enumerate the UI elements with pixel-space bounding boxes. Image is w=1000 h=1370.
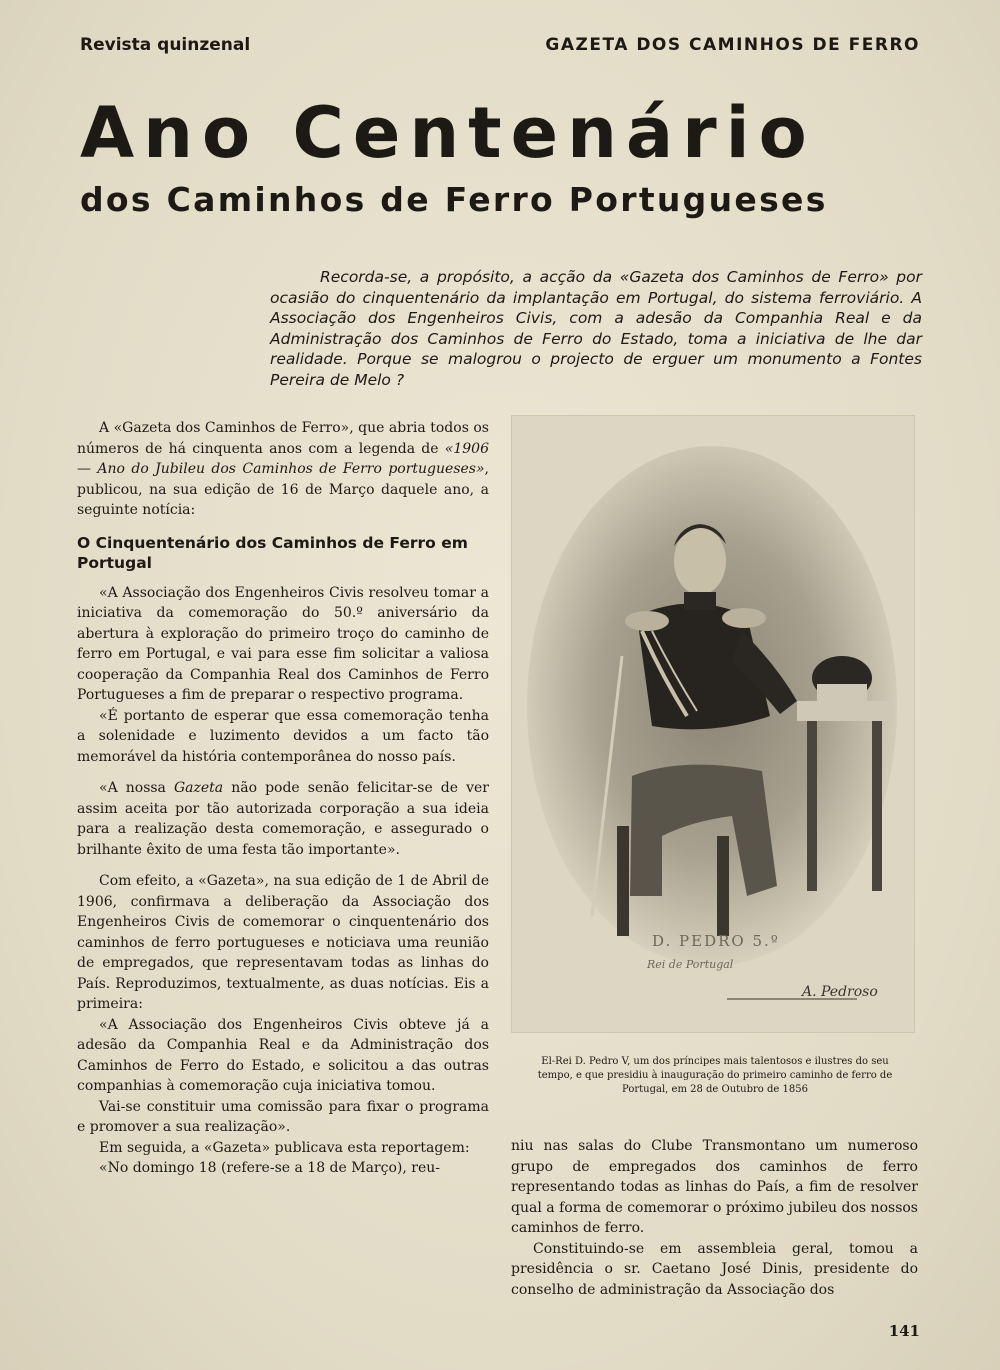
paragraph-6: Vai-se constituir uma comissão para fixar o programa e promover a sua realização». xyxy=(77,1098,489,1135)
paragraph-7: Em seguida, a «Gazeta» publicava esta reportagem: xyxy=(99,1139,470,1156)
p3-text-a: «A nossa xyxy=(99,780,174,796)
section-heading: O Cinquentenário dos Caminhos de Ferro em Portugal xyxy=(77,533,468,572)
running-header-right: GAZETA DOS CAMINHOS DE FERRO xyxy=(545,35,920,55)
portrait-photo xyxy=(511,415,915,1033)
inscription-name: D. PEDRO 5.º xyxy=(652,932,780,950)
running-header-left: Revista quinzenal xyxy=(80,35,251,55)
paragraph-3 xyxy=(77,778,489,860)
p3-gazeta-italic: Gazeta xyxy=(173,780,224,796)
paragraph-8: «No domingo 18 (refere-se a 18 de Março), reu- xyxy=(99,1160,440,1176)
right-column xyxy=(511,1136,918,1300)
intro-text-b: , publicou, na sua edição de 16 de Março daquele ano, a seguinte notícia: xyxy=(77,461,489,518)
paragraph-2: «É portanto de esperar que essa comemoração tenha a solenidade e luzimento devidos a um facto tão memorável da história contemporânea do nosso país. xyxy=(77,707,489,765)
artist-signature: A. Pedroso xyxy=(802,984,878,1000)
inscription-title: Rei de Portugal xyxy=(647,958,734,971)
right-paragraph-1: niu nas salas do Clube Transmontano um numeroso grupo de empregados dos caminhos de ferro representando todas as linhas do País, a fim de resolver qual a forma de comemorar o próximo jubileu dos nossos caminhos de ferro. xyxy=(511,1138,918,1236)
intro-paragraph xyxy=(77,418,489,521)
paragraph-1: «A Associação dos Engenheiros Civis resolveu tomar a iniciativa da comemoração do 50.º aniversário da abertura à exploração do primeiro troço do caminho de ferro em Portugal, e vai para esse fim solicitar a valiosa cooperação da Companhia Real dos Caminhos de Ferro Portugueses a fim de preparar o respectivo programa. xyxy=(77,584,489,703)
paragraph-5: «A Associação dos Engenheiros Civis obteve já a adesão da Companhia Real e da Administração dos Caminhos de Ferro do Estado, e solicitou a das outras companhias à comemoração cuja iniciativa tomou. xyxy=(77,1016,489,1094)
photo-caption: El-Rei D. Pedro V, um dos príncipes mais talentosos e ilustres do seu tempo, e que presidiu à inauguração do primeiro caminho de ferro de Portugal, em 28 de Outubro de 1856 xyxy=(537,1056,893,1096)
intro-text-a: A «Gazeta dos Caminhos de Ferro», que abria todos os números de há cinquenta anos com a legenda de xyxy=(77,420,489,457)
article-title: Ano Centenário xyxy=(80,92,816,174)
right-paragraph-2: Constituindo-se em assembleia geral, tomou a presidência o sr. Caetano José Dinis, presidente do conselho de administração da Associação dos xyxy=(511,1240,918,1298)
article-standfirst: Recorda-se, a propósito, a acção da «Gazeta dos Caminhos de Ferro» por ocasião do cinquentenário da implantação em Portugal, do sistema ferroviário. A Associação dos Engenheiros Civis, com a adesão da Companhia Real e da Administração dos Caminhos de Ferro do Estado, toma a iniciativa de lhe dar realidade. Porque se malogrou o projecto de erguer um monumento a Fontes Pereira de Melo ? xyxy=(270,268,922,389)
portrait-illustration xyxy=(512,416,914,1032)
article-subtitle: dos Caminhos de Ferro Portugueses xyxy=(80,180,828,219)
intro-legend-italic: «1906 — Ano do Jubileu dos Caminhos de Ferro portugueses» xyxy=(77,440,489,477)
p3-text-b: não pode senão felicitar-se de ver assim aceita por tão autorizada corporação a sua ideia para a realização desta comemoração, e assegurado o brilhante êxito de uma festa tão importante». xyxy=(77,780,489,858)
left-column xyxy=(77,418,489,1179)
paragraph-4: Com efeito, a «Gazeta», na sua edição de 1 de Abril de 1906, confirmava a deliberação da Associação dos Engenheiros Civis de comemorar o cinquentenário dos caminhos de ferro portugueses e noticiava uma reunião de empregados, que representavam todas as linhas do País. Reproduzimos, textualmente, as duas notícias. Eis a primeira: xyxy=(77,873,489,1012)
page-number: 141 xyxy=(888,1322,920,1340)
